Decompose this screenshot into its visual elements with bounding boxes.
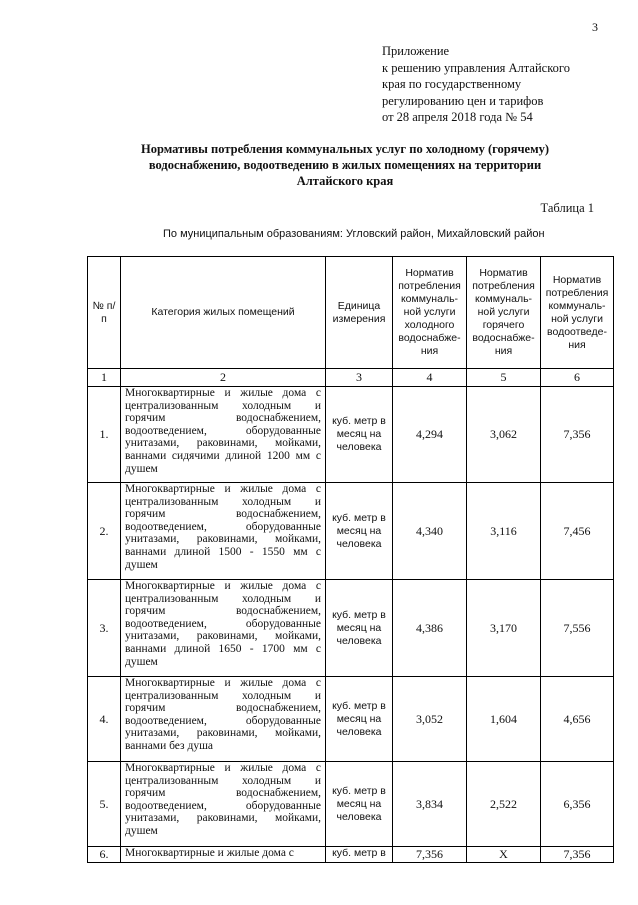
- row-cold: 4,340: [393, 483, 467, 580]
- page-number: 3: [592, 20, 598, 34]
- header-hot: Норматив потребления коммуналь-ной услуги горячего водоснабже-ния: [467, 257, 541, 369]
- row-category: Многоквартирные и жилые дома с централизованным холодным и горячим водоснабжением, водоотведением, оборудованные унитазами, раковинами, мойками, ваннами сидячими длиной 1200 мм с душем: [121, 387, 326, 483]
- title-line: Нормативы потребления коммунальных услуг по холодному (горячему): [140, 142, 550, 156]
- row-cold: 7,356: [393, 847, 467, 863]
- appendix-line: Приложение: [382, 44, 450, 58]
- header-unit: Единица измерения: [326, 257, 393, 369]
- row-unit: куб. метр в месяц на человека: [326, 483, 393, 580]
- row-hot: 3,170: [467, 580, 541, 677]
- column-number: 6: [541, 369, 614, 387]
- header-row: [88, 257, 614, 369]
- header-category: Категория жилых помещений: [121, 257, 326, 369]
- row-hot: 2,522: [467, 762, 541, 847]
- row-cold: 4,386: [393, 580, 467, 677]
- table-row: [88, 580, 614, 677]
- table-row: [88, 847, 614, 863]
- column-number: 5: [467, 369, 541, 387]
- row-category: Многоквартирные и жилые дома с централизованным холодным и горячим водоснабжением, водоотведением, оборудованные унитазами, раковинами, мойками, ваннами длиной 1500 - 1550 мм с душем: [121, 483, 326, 580]
- row-num: 2.: [88, 483, 121, 580]
- table-row: [88, 483, 614, 580]
- row-drain: 7,356: [541, 387, 614, 483]
- column-number-row: [88, 369, 614, 387]
- row-num: 6.: [88, 847, 121, 863]
- header-cold: Норматив потребления коммуналь-ной услуги холодного водоснабже-ния: [393, 257, 467, 369]
- table-row: [88, 677, 614, 762]
- title-line: водоснабжению, водоотведению в жилых помещениях на территории: [148, 158, 542, 172]
- header-num: № п/п: [88, 257, 121, 369]
- row-unit: куб. метр в: [326, 847, 393, 863]
- table-row: [88, 762, 614, 847]
- row-num: 5.: [88, 762, 121, 847]
- row-category: Многоквартирные и жилые дома с централизованным холодным и горячим водоснабжением, водоотведением, оборудованные унитазами, раковинами, мойками, ваннами длиной 1650 - 1700 мм с душем: [121, 580, 326, 677]
- title-line: Алтайского края: [296, 174, 394, 188]
- header-drain: Норматив потребления коммуналь-ной услуги водоотведе-ния: [541, 257, 614, 369]
- norms-table: [87, 256, 614, 863]
- appendix-block: [382, 43, 570, 126]
- row-category: Многоквартирные и жилые дома с централизованным холодным и горячим водоснабжением, водоотведением, оборудованные унитазами, раковинами, мойками, душем: [121, 762, 326, 847]
- column-number: 4: [393, 369, 467, 387]
- row-unit: куб. метр в месяц на человека: [326, 580, 393, 677]
- row-category: Многоквартирные и жилые дома с: [121, 847, 326, 863]
- appendix-line: края по государственному: [382, 77, 522, 91]
- appendix-line: регулированию цен и тарифов: [382, 93, 544, 108]
- row-drain: 4,656: [541, 677, 614, 762]
- row-hot: X: [467, 847, 541, 863]
- appendix-line: от 28 апреля 2018 года № 54: [382, 110, 533, 124]
- document-title: [110, 141, 580, 189]
- appendix-line: к решению управления Алтайского: [382, 60, 570, 75]
- row-hot: 1,604: [467, 677, 541, 762]
- row-hot: 3,062: [467, 387, 541, 483]
- table-subtitle: По муниципальным образованиям: Угловский район, Михайловский район: [163, 228, 545, 240]
- table-label: Таблица 1: [540, 201, 594, 215]
- row-hot: 3,116: [467, 483, 541, 580]
- table-row: [88, 387, 614, 483]
- row-cold: 4,294: [393, 387, 467, 483]
- row-cold: 3,052: [393, 677, 467, 762]
- row-unit: куб. метр в месяц на человека: [326, 387, 393, 483]
- column-number: 2: [121, 369, 326, 387]
- row-drain: 7,356: [541, 847, 614, 863]
- row-unit: куб. метр в месяц на человека: [326, 762, 393, 847]
- row-drain: 7,456: [541, 483, 614, 580]
- column-number: 3: [326, 369, 393, 387]
- column-number: 1: [88, 369, 121, 387]
- row-num: 3.: [88, 580, 121, 677]
- row-num: 1.: [88, 387, 121, 483]
- row-drain: 6,356: [541, 762, 614, 847]
- row-num: 4.: [88, 677, 121, 762]
- row-unit: куб. метр в месяц на человека: [326, 677, 393, 762]
- row-drain: 7,556: [541, 580, 614, 677]
- row-cold: 3,834: [393, 762, 467, 847]
- row-category: Многоквартирные и жилые дома с централизованным холодным и горячим водоснабжением, водоотведением, оборудованные унитазами, раковинами, мойками, ваннами без душа: [121, 677, 326, 762]
